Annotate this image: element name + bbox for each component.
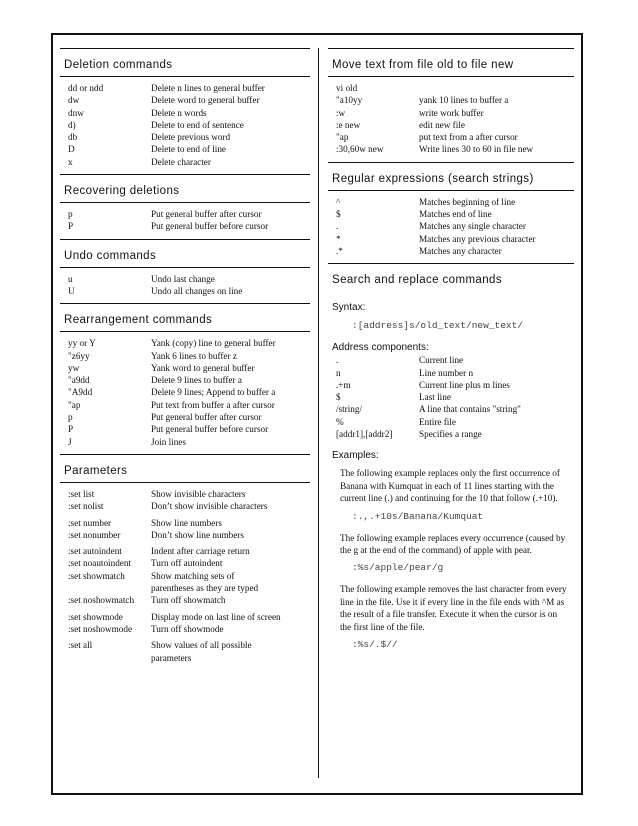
command: p <box>68 412 73 423</box>
command: U <box>68 285 75 296</box>
description: Display mode on last line of screen <box>151 611 281 622</box>
section-heading: Regular expressions (search strings) <box>328 162 574 191</box>
description: Matches any character <box>419 245 502 256</box>
list-item <box>328 196 574 208</box>
list-item <box>60 411 310 423</box>
description: Line number n <box>419 367 474 378</box>
command: x <box>68 156 73 167</box>
list-item <box>328 416 574 428</box>
list-item <box>60 639 310 651</box>
description: Join lines <box>151 436 186 447</box>
command: dnw <box>68 107 84 118</box>
command: yy or Y <box>68 338 96 349</box>
list-item <box>328 143 574 155</box>
description: Current line <box>419 355 464 366</box>
description: Put general buffer before cursor <box>151 221 269 232</box>
list-item <box>60 594 310 606</box>
undo-list <box>60 268 310 304</box>
rearrangement-list <box>60 332 310 454</box>
pattern: ^ <box>336 196 341 207</box>
list-item <box>328 119 574 131</box>
description: Delete 9 lines to buffer a <box>151 375 242 386</box>
description: parameters <box>151 652 192 663</box>
pattern: * <box>336 233 341 244</box>
description <box>419 82 574 94</box>
list-item <box>328 245 574 257</box>
command: yw <box>68 362 80 373</box>
command: "a9dd <box>68 375 90 386</box>
command: "a10yy <box>336 95 363 106</box>
command: p <box>68 209 73 220</box>
description: Delete word to general buffer <box>151 95 260 106</box>
command: P <box>68 221 74 232</box>
list-item <box>60 156 310 168</box>
list-item <box>328 367 574 379</box>
list-item <box>328 379 574 391</box>
section-heading: Deletion commands <box>60 48 310 77</box>
description: Put general buffer after cursor <box>151 209 262 220</box>
description: parentheses as they are typed <box>151 583 259 594</box>
description: Show matching sets of <box>151 570 235 581</box>
command: db <box>68 132 78 143</box>
description: Delete n words <box>151 107 207 118</box>
list-item <box>60 119 310 131</box>
description: write work buffer <box>419 107 484 118</box>
list-item <box>60 386 310 398</box>
list-item <box>60 529 310 541</box>
description: Undo all changes on line <box>151 285 243 296</box>
syntax-code: :[address]s/old_text/new_text/ <box>352 320 524 332</box>
description: Delete 9 lines; Append to buffer a <box>151 387 276 398</box>
list-item <box>60 399 310 411</box>
command: dw <box>68 95 80 106</box>
list-item <box>60 285 310 297</box>
list-item <box>60 500 310 512</box>
command: :set showmatch <box>68 570 125 581</box>
move-list <box>328 77 574 162</box>
description: Yank 6 lines to buffer z <box>151 350 237 361</box>
description: Delete to end of line <box>151 144 227 155</box>
list-item <box>60 131 310 143</box>
address: % <box>336 416 344 427</box>
description: Delete n lines to general buffer <box>151 83 265 93</box>
command: dd or ndd <box>68 83 104 93</box>
pattern: $ <box>336 209 341 220</box>
command: vi old <box>336 83 358 93</box>
command <box>60 582 151 594</box>
description: Turn off autoindent <box>151 558 223 569</box>
command: :set all <box>68 640 93 651</box>
description: Yank word to general buffer <box>151 362 255 373</box>
left-column <box>60 48 310 670</box>
address: [addr1],[addr2] <box>336 429 393 440</box>
list-item <box>60 488 310 500</box>
address: n <box>336 367 341 378</box>
section-heading: Move text from file old to file new <box>328 48 574 77</box>
command <box>60 652 151 664</box>
column-divider <box>318 48 319 778</box>
example-text: The following example replaces every occurrence (caused by the g at the end of the command) of apple with pear. <box>340 532 566 555</box>
syntax-label: Syntax: <box>332 302 366 314</box>
list-item <box>60 374 310 386</box>
list-item <box>60 220 310 232</box>
command: J <box>68 436 72 447</box>
description: yank 10 lines to buffer a <box>419 95 509 106</box>
list-item <box>328 107 574 119</box>
list-item <box>60 337 310 349</box>
example-text: The following example removes the last character from every line in the file. Use it if every line in the file ends with ^M as the result of a file transfer. Execute it when the cursor is on the first line of the file. <box>340 584 567 632</box>
description: Write lines 30 to 60 in file new <box>419 144 534 155</box>
description: Yank (copy) line to general buffer <box>151 338 276 349</box>
list-item <box>60 623 310 635</box>
command: D <box>68 144 75 155</box>
recovering-list <box>60 203 310 239</box>
description: Last line <box>419 392 451 403</box>
section-heading: Undo commands <box>60 239 310 268</box>
command: :set number <box>68 517 112 528</box>
command: d) <box>68 119 76 130</box>
example-text: The following example replaces only the first occurrence of Banana with Kumquat in each of 11 lines starting with the current line (.) and continuing for the 10 that follow (.+10). <box>340 468 560 504</box>
description: Specifies a range <box>419 429 482 440</box>
list-item <box>60 611 310 623</box>
list-item <box>60 436 310 448</box>
list-item <box>328 131 574 143</box>
description: Delete to end of sentence <box>151 119 244 130</box>
description: Current line plus m lines <box>419 379 510 390</box>
description: Undo last change <box>151 273 215 284</box>
list-item <box>328 220 574 232</box>
pattern: . <box>336 221 339 232</box>
list-item <box>328 94 574 106</box>
description: put text from a after cursor <box>419 132 518 143</box>
command: :set noshowmatch <box>68 595 135 606</box>
command: "z6yy <box>68 350 90 361</box>
description: Show invisible characters <box>151 488 246 499</box>
description: Matches any previous character <box>419 233 536 244</box>
list-item <box>60 350 310 362</box>
description: Put general buffer before cursor <box>151 424 269 435</box>
description: edit new file <box>419 119 465 130</box>
list-item <box>60 273 310 285</box>
address: $ <box>336 392 341 403</box>
command: :e new <box>336 119 361 130</box>
command: :set noshowmode <box>68 623 133 634</box>
example-code: :%s/apple/pear/g <box>352 562 444 574</box>
description: Put general buffer after cursor <box>151 412 262 423</box>
list-item <box>60 82 310 94</box>
list-item <box>60 582 310 594</box>
list-item <box>328 354 574 366</box>
description: A line that contains "string" <box>419 404 521 415</box>
list-item <box>60 208 310 220</box>
description: Indent after carriage return <box>151 546 250 557</box>
address-label: Address components: <box>332 342 429 354</box>
list-item <box>60 362 310 374</box>
list-item <box>328 208 574 220</box>
list-item <box>60 423 310 435</box>
description: Don’t show line numbers <box>151 529 244 540</box>
list-item <box>60 557 310 569</box>
description: Show values of all possible <box>151 640 252 651</box>
command: "A9dd <box>68 387 93 398</box>
command: :set autoindent <box>68 546 122 557</box>
command: :set list <box>68 488 95 499</box>
command: "ap <box>68 399 81 410</box>
right-column <box>328 48 574 657</box>
example-code: :.,.+10s/Banana/Kumquat <box>352 510 484 522</box>
search-section <box>328 291 574 657</box>
regex-list <box>328 191 574 263</box>
list-item <box>60 570 310 582</box>
pattern: .* <box>336 245 343 256</box>
description: Entire file <box>419 416 456 427</box>
description: Show line numbers <box>151 517 222 528</box>
section-heading: Search and replace commands <box>328 263 574 291</box>
list-item <box>328 428 574 440</box>
address: /string/ <box>336 404 363 415</box>
command: :set nonumber <box>68 529 121 540</box>
section-heading: Parameters <box>60 454 310 483</box>
list-item <box>328 82 574 94</box>
parameters-list <box>60 483 310 670</box>
list-item <box>60 107 310 119</box>
command: :30,60w new <box>336 144 384 155</box>
description: Matches any single character <box>419 221 526 232</box>
list-item <box>60 652 310 664</box>
command: "ap <box>336 132 349 143</box>
description: Put text from buffer a after cursor <box>151 399 275 410</box>
description: Turn off showmode <box>151 623 224 634</box>
list-item <box>328 403 574 415</box>
command: P <box>68 424 74 435</box>
example-code: :%s/.$// <box>352 639 398 650</box>
command: u <box>68 273 73 284</box>
command: :set showmode <box>68 611 123 622</box>
list-item <box>60 94 310 106</box>
description: Delete character <box>151 156 211 167</box>
address: . <box>336 355 339 366</box>
list-item <box>60 517 310 529</box>
examples-label: Examples: <box>332 450 379 462</box>
address: .+m <box>336 379 351 390</box>
description: Delete previous word <box>151 132 231 143</box>
description: Matches beginning of line <box>419 196 516 207</box>
command: :set noautoindent <box>68 558 132 569</box>
description: Turn off showmatch <box>151 595 226 606</box>
deletion-list <box>60 77 310 174</box>
description: Matches end of line <box>419 209 492 220</box>
section-heading: Rearrangement commands <box>60 303 310 332</box>
list-item <box>328 391 574 403</box>
description: Don’t show invisible characters <box>151 501 268 512</box>
command: :set nolist <box>68 501 104 512</box>
list-item <box>328 233 574 245</box>
section-heading: Recovering deletions <box>60 174 310 203</box>
command: :w <box>336 107 346 118</box>
list-item <box>60 545 310 557</box>
list-item <box>60 143 310 155</box>
